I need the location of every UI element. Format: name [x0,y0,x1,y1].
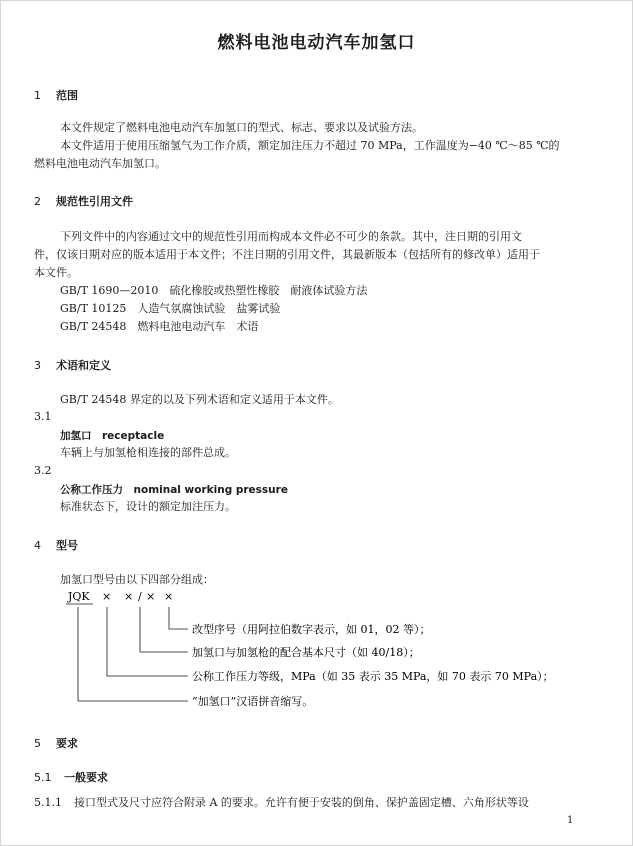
section-2-para-line3: 本文件。 [34,266,78,279]
section-5-number: 5 [34,737,41,750]
label-prefix: “加氢口”汉语拼音缩写。 [192,695,314,708]
section-1-number: 1 [34,89,41,102]
section-1-para1: 本文件规定了燃料电池电动汽车加氢口的型式、标志、要求以及试验方法。 [60,121,423,134]
term-definition: 车辆上与加氢枪相连接的部件总成。 [60,446,236,459]
reference-item: GB/T 1690—2010 硫化橡胶或热塑性橡胶 耐液体试验方法 [60,284,368,297]
document-title: 燃料电池电动汽车加氢口 [217,33,416,53]
section-5-1-title: 一般要求 [64,771,108,784]
code-slash: / [138,590,142,603]
term-number: 3.1 [34,410,52,423]
section-5-heading [34,735,78,751]
reference-item: GB/T 24548 燃料电池电动汽车 术语 [60,320,259,333]
section-3-number: 3 [34,359,41,372]
term-title: 公称工作压力 nominal working pressure [60,484,288,496]
section-4-title: 型号 [56,539,78,552]
term-number: 3.2 [34,464,52,477]
connector-lines [78,607,188,701]
code-revision-mark: × [164,590,174,603]
code-size-mark-2: × [146,590,156,603]
connector-revision [169,607,188,629]
section-2-para-line1: 下列文件中的内容通过文中的规范性引用而构成本文件必不可少的条款。其中，注日期的引用文 [60,230,522,243]
clause-5-1-1-number: 5.1.1 [34,796,62,809]
label-revision: 改型序号（用阿拉伯数字表示，如 01，02 等）； [192,623,431,636]
code-size-mark: × [124,590,134,603]
clause-5-1-1-text: 接口型式及尺寸应符合附录 A 的要求。允许有便于安装的倒角、保护盖固定槽、六角形状等设 [74,796,529,809]
code-pressure-mark: × [102,590,112,603]
label-size: 加氢口与加氢枪的配合基本尺寸（如 40/18）； [192,646,420,659]
connector-size [140,607,188,652]
section-2-heading [34,193,133,209]
section-1-title: 范围 [56,89,78,102]
section-5-title: 要求 [56,737,78,750]
term-definition: 标准状态下，设计的额定加注压力。 [60,500,236,513]
section-3-title: 术语和定义 [56,359,111,372]
code-prefix: JQK [68,590,90,603]
reference-item: GB/T 10125 人造气氛腐蚀试验 盐雾试验 [60,302,281,315]
section-4-number: 4 [34,539,41,552]
section-2-para-line2: 件，仅该日期对应的版本适用于本文件；不注日期的引用文件，其最新版本（包括所有的修改单）适用于 [34,248,540,261]
section-2-title: 规范性引用文件 [56,195,133,208]
section-5-1-number: 5.1 [34,771,52,784]
section-4-intro: 加氢口型号由以下四部分组成： [60,573,214,586]
connector-pressure [107,607,188,676]
term-title: 加氢口 receptacle [60,430,165,442]
section-3-intro: GB/T 24548 界定的以及下列术语和定义适用于本文件。 [60,393,339,406]
clause-5-1-1 [34,795,529,811]
section-5-1-heading [34,769,108,785]
section-2-number: 2 [34,195,41,208]
label-pressure: 公称工作压力等级，MPa（如 35 表示 35 MPa，如 70 表示 70 MPa）； [192,670,554,683]
section-3-heading [34,357,111,373]
model-code-diagram [60,585,580,710]
connector-prefix [78,607,188,701]
section-1-para2-line2: 燃料电池电动汽车加氢口。 [34,157,166,170]
page-number: 1 [567,815,574,826]
section-1-para2-line1: 本文件适用于使用压缩氢气为工作介质，额定加注压力不超过 70 MPa，工作温度为−40 ℃～85 ℃的 [60,139,560,152]
section-1-heading [34,87,78,103]
section-4-heading [34,537,78,553]
